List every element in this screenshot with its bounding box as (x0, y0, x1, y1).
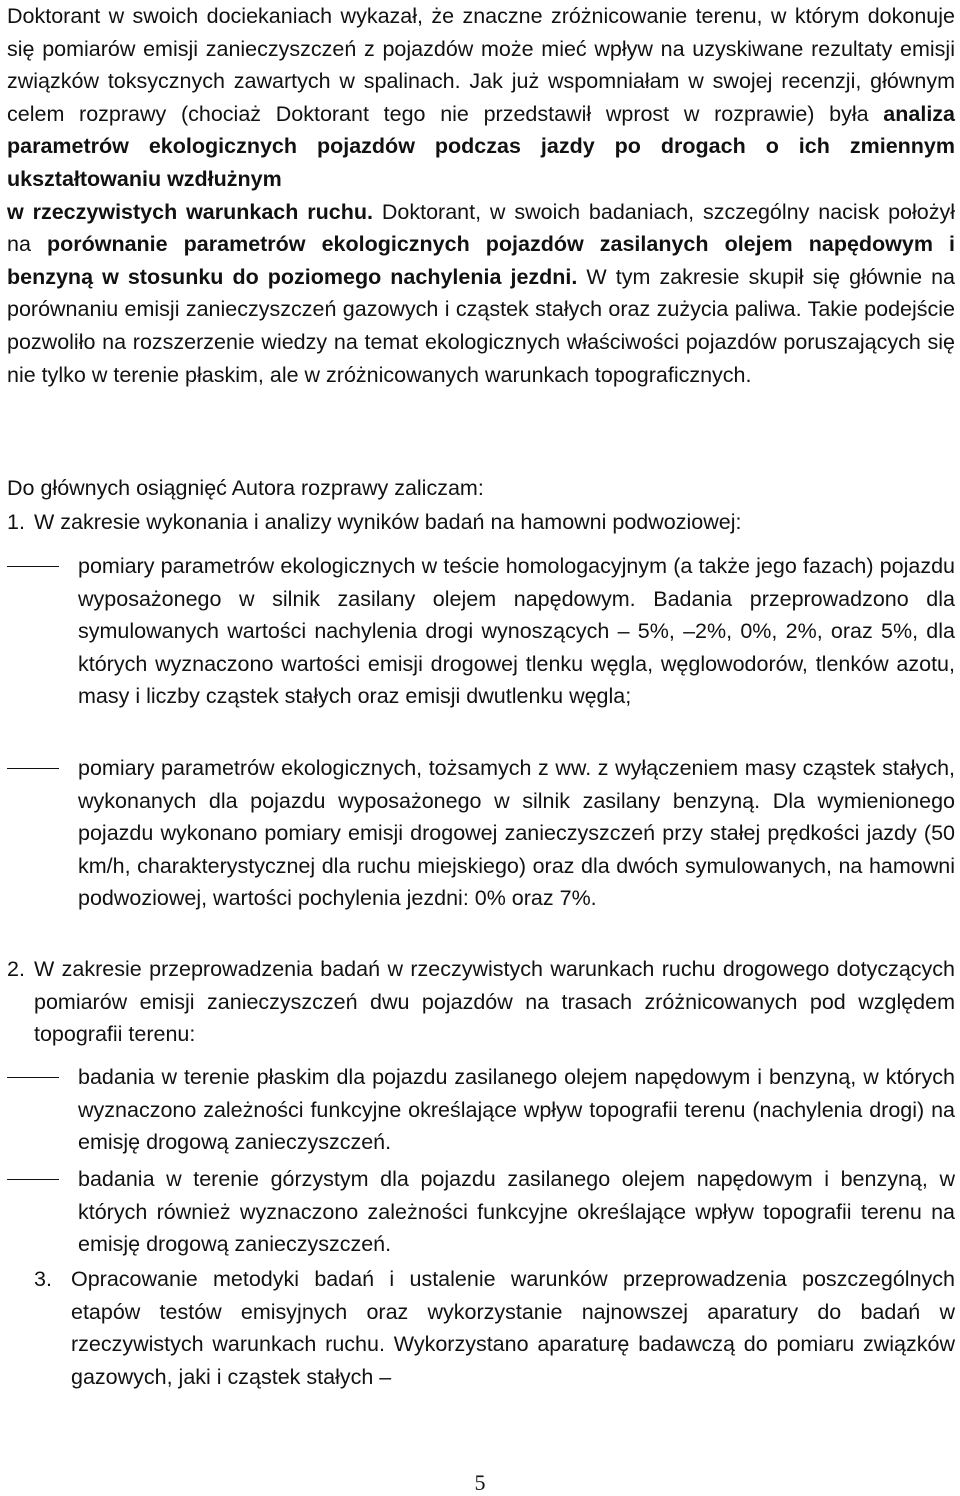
intro-line: Do głównych osiągnięć Autora rozprawy zaliczam: (7, 476, 484, 500)
list-number-2: 2. (7, 957, 25, 981)
dash-bullet (7, 768, 59, 769)
sub-item-text: badania w terenie płaskim dla pojazdu zasilanego olejem napędowym i benzyną, w których wyznaczono zależności funkcyjne określające wpływ topografii terenu (nachylenia drogi) na emisję drogową zanieczyszczeń. (78, 1065, 955, 1155)
list-text-1: W zakresie wykonania i analizy wyników badań na hamowni podwoziowej: (34, 510, 742, 534)
list-item-2 (7, 953, 955, 1051)
paragraph-bold-3: porównanie parametrów ekologicznych pojazdów zasilanych olejem napędowym i benzyną w stosunku do poziomego nachylenia jezdni. (7, 232, 955, 289)
sub-item-text: pomiary parametrów ekologicznych, tożsamych z ww. z wyłączeniem masy cząstek stałych, wykonanych dla pojazdu wyposażonego w silnik zasilany benzyną. Dla wymienionego pojazdu wykonano pomiary emisji drogowej zanieczyszczeń przy stałej prędkości jazdy (50 km/h, charakterystycznej dla ruchu miejskiego) oraz dla dwóch symulowanych, na hamowni podwoziowej, wartości pochylenia jezdni: 0% oraz 7%. (78, 756, 955, 911)
sub-item-1-2 (7, 752, 955, 915)
paragraph-text-1: Doktorant w swoich dociekaniach wykazał, że znaczne zróżnicowanie terenu, w którym dokonuje się pomiarów emisji zanieczyszczeń z pojazdów może mieć wpływ na uzyskiwane rezultaty emisji związków toksycznych zawartych w spalinach. Jak już wspomniałam w swojej recenzji, głównym celem rozprawy (chociaż Doktorant tego nie przedstawił wprost w rozprawie) była (7, 4, 955, 126)
paragraph-text-2: Doktorant, w swoich badaniach, szczególny nacisk położył na (7, 199, 955, 257)
dash-bullet (7, 566, 59, 567)
list-text-2: W zakresie przeprowadzenia badań w rzeczywistych warunkach ruchu drogowego dotyczących pomiarów emisji zanieczyszczeń dwu pojazdów na trasach zróżnicowanych pod względem topografii terenu: (34, 957, 955, 1047)
list-item-3 (7, 1263, 955, 1393)
list-number-1: 1. (7, 510, 25, 534)
list-item-1 (7, 506, 955, 539)
page-number: 5 (474, 1470, 486, 1495)
paragraph-main (7, 0, 955, 391)
sub-item-text: pomiary parametrów ekologicznych w teście homologacyjnym (a także jego fazach) pojazdu wyposażonego w silnik zasilany olejem napędowym. Badania przeprowadzono dla symulowanych wartości nachylenia drogi wynoszących – 5%, –2%, 0%, 2%, oraz 5%, dla których wyznaczono wartości emisji drogowej tlenku węgla, węglowodorów, tlenków azotu, masy i liczby cząstek stałych oraz emisji dwutlenku węgla; (78, 554, 955, 709)
dash-bullet (7, 1077, 59, 1078)
sub-item-2-2 (7, 1163, 955, 1261)
dash-bullet (7, 1179, 59, 1180)
sub-item-text: badania w terenie górzystym dla pojazdu zasilanego olejem napędowym i benzyną, w których również wyznaczono zależności funkcyjne określające wpływ topografii terenu na emisję drogową zanieczyszczeń. (78, 1167, 955, 1257)
paragraph-bold-2: w rzeczywistych warunkach ruchu. (7, 199, 373, 224)
list-number-3: 3. (34, 1267, 52, 1291)
paragraph-bold-1: analiza parametrów ekologicznych pojazdów podczas jazdy po drogach o ich zmiennym ukształtowaniu wzdłużnym (7, 101, 955, 191)
sub-item-2-1 (7, 1061, 955, 1159)
paragraph-text-3: W tym zakresie skupił się głównie na porównaniu emisji zanieczyszczeń gazowych i cząstek stałych oraz zużycia paliwa. Takie podejście pozwoliło na rozszerzenie wiedzy na temat ekologicznych właściwości pojazdów poruszających się nie tylko w terenie płaskim, ale w zróżnicowanych warunkach topograficznych. (7, 264, 955, 387)
sub-item-1-1 (7, 550, 955, 713)
list-text-3: Opracowanie metodyki badań i ustalenie warunków przeprowadzenia poszczególnych etapów testów emisyjnych oraz wykorzystanie najnowszej aparatury do badań w rzeczywistych warunkach ruchu. Wykorzystano aparaturę badawczą do pomiaru związków gazowych, jaki i cząstek stałych – (71, 1267, 955, 1389)
